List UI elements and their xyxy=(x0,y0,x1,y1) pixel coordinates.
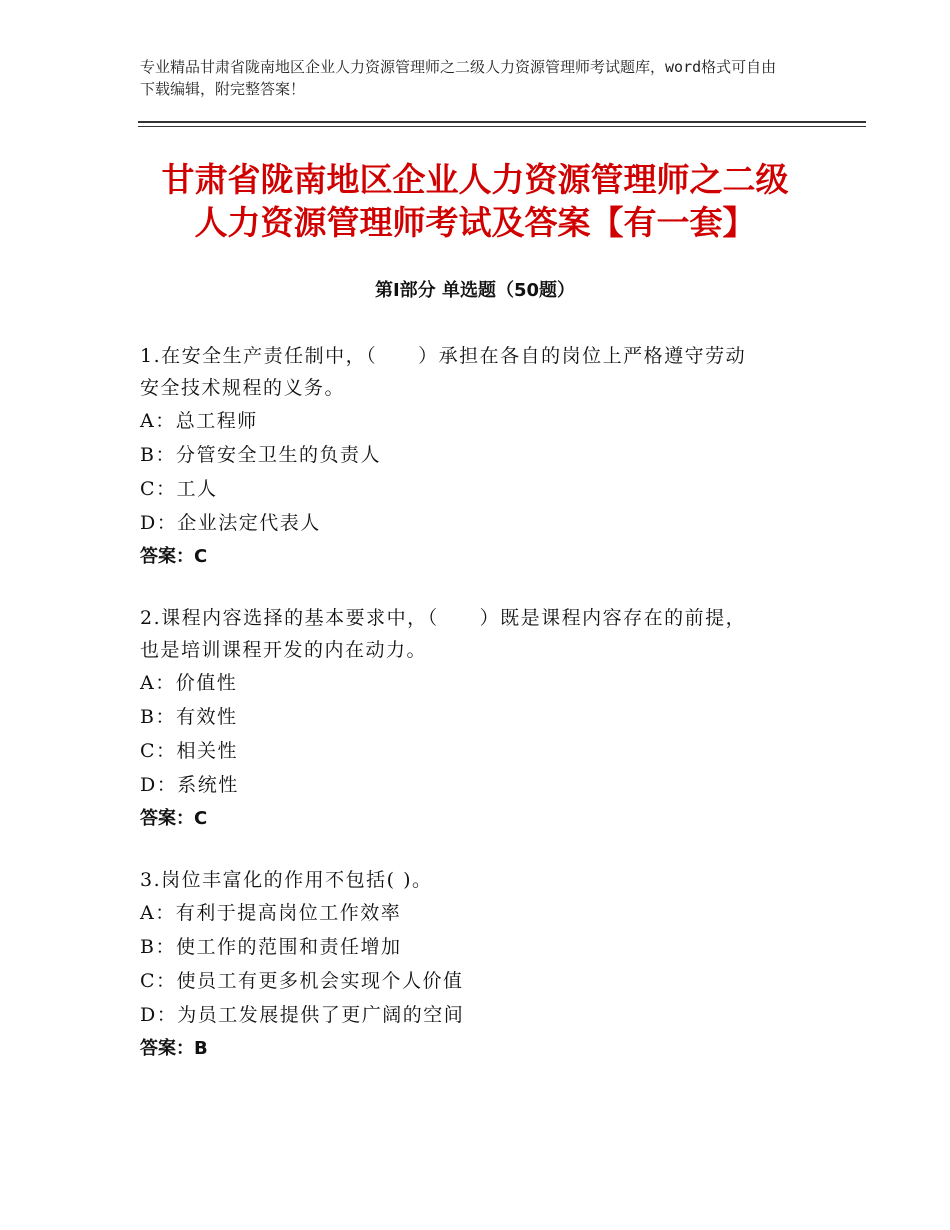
document-title-line-2: 人力资源管理师考试及答案【有一套】 xyxy=(194,203,756,242)
header-rule-thick xyxy=(138,121,866,123)
option-a: A：总工程师 xyxy=(140,410,258,432)
question-1 xyxy=(140,340,820,574)
option-d: D：企业法定代表人 xyxy=(140,512,321,534)
option-b: B：使工作的范围和责任增加 xyxy=(140,936,402,958)
question-stem: 2.课程内容选择的基本要求中，（ ）既是课程内容存在的前提， xyxy=(140,607,747,629)
question-stem: 1.在安全生产责任制中，（ ）承担在各自的岗位上严格遵守劳动 xyxy=(140,345,747,367)
section-title: 第Ⅰ部分 单选题（50题） xyxy=(374,280,575,301)
question-3 xyxy=(140,864,820,1066)
document-title xyxy=(100,158,850,244)
option-c: C：使员工有更多机会实现个人价值 xyxy=(140,970,464,992)
option-d: D：为员工发展提供了更广阔的空间 xyxy=(140,1004,465,1026)
header-note: 专业精品甘肃省陇南地区企业人力资源管理师之二级人力资源管理师考试题库，word格式可自由下载编辑，附完整答案！ xyxy=(140,58,777,98)
question-list xyxy=(140,340,820,1094)
answer: 答案：C xyxy=(140,808,208,829)
option-c: C：工人 xyxy=(140,478,218,500)
document-title-line-1: 甘肃省陇南地区企业人力资源管理师之二级 xyxy=(161,160,789,199)
answer: 答案：C xyxy=(140,546,208,567)
option-b: B：有效性 xyxy=(140,706,238,728)
option-b: B：分管安全卫生的负责人 xyxy=(140,444,381,466)
answer: 答案：B xyxy=(140,1038,208,1059)
option-c: C：相关性 xyxy=(140,740,239,762)
question-2 xyxy=(140,602,820,836)
option-d: D：系统性 xyxy=(140,774,239,796)
option-a: A：有利于提高岗位工作效率 xyxy=(140,902,402,924)
question-stem-continued: 也是培训课程开发的内在动力。 xyxy=(140,639,428,661)
question-stem-continued: 安全技术规程的义务。 xyxy=(140,377,346,399)
option-a: A：价值性 xyxy=(140,672,238,694)
question-stem: 3.岗位丰富化的作用不包括( )。 xyxy=(140,869,433,891)
header-rule-thin xyxy=(138,126,866,127)
